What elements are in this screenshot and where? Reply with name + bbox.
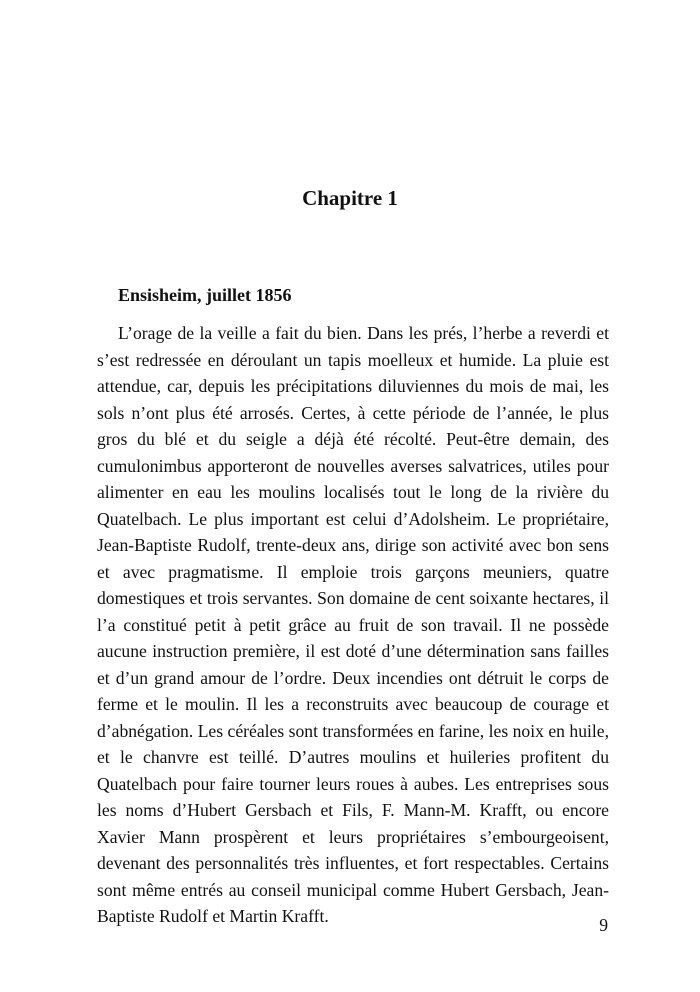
section-heading: Ensisheim, juillet 1856 <box>118 285 292 305</box>
body-paragraph: L’orage de la veille a fait du bien. Dans les prés, l’herbe a reverdi et s’est redressée en déroulant un tapis moelleux et humide. La pluie est attendue, car, depuis les précipitations diluviennes du mois de mai, les sols n’ont plus été arrosés. Certes, à cette période de l’année, le plus gros du blé et du seigle a déjà été récolté. Peut-être demain, des cumulonimbus apporteront de nouvelles averses salvatrices, utiles pour alimenter en eau les moulins localisés tout le long de la rivière du Quatelbach. Le plus important est celui d’Adolsheim. Le propriétaire, Jean-Baptiste Rudolf, trente-deux ans, dirige son activité avec bon sens et avec pragmatisme. Il emploie trois garçons meuniers, quatre domestiques et trois servantes. Son domaine de cent soixante hectares, il l’a constitué petit à petit grâce au fruit de son travail. Il ne possède aucune instruction première, il est doté d’une détermination sans failles et d’un grand amour de l’ordre. Deux incendies ont détruit le corps de ferme et le moulin. Il les a reconstruits avec beaucoup de courage et d’abnégation. Les céréales sont transformées en farine, les noix en huile, et le chanvre est teillé. D’autres moulins et huileries profitent du Quatelbach pour faire tourner leurs roues à aubes. Les entreprises sous les noms d’Hubert Gersbach et Fils, F. Mann-M. Krafft, ou encore Xavier Mann prospèrent et leurs propriétaires s’embourgeoisent, devenant des personnalités très influentes, et fort respectables. Certains sont même entrés au conseil municipal comme Hubert Gersbach, Jean-Baptiste Rudolf et Martin Krafft. <box>97 323 609 926</box>
chapter-title: Chapitre 1 <box>302 186 398 210</box>
page-number: 9 <box>599 915 608 935</box>
